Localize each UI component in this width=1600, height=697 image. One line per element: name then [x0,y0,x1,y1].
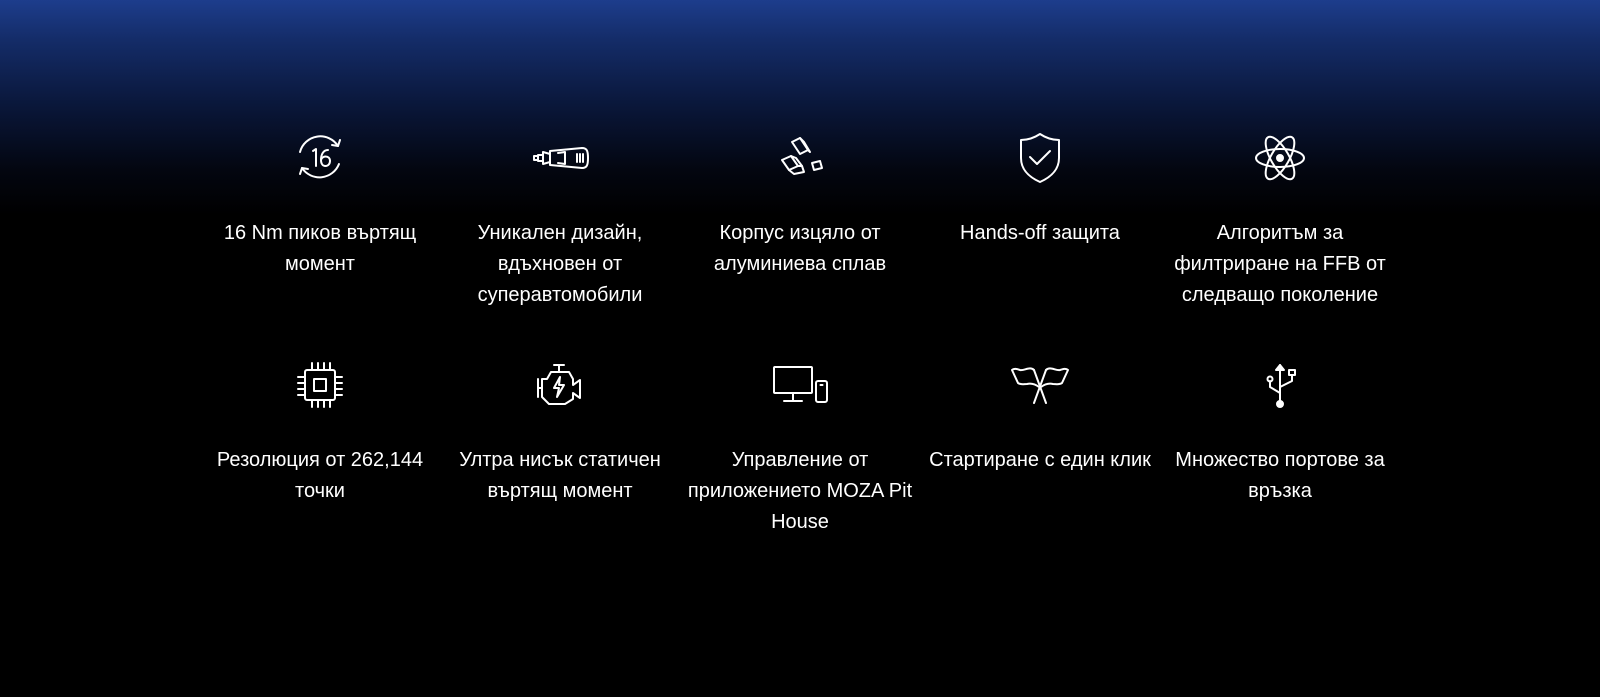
supercar-engine-icon [530,128,590,188]
shield-check-icon [1010,128,1070,188]
feature-ffb-algorithm [1160,128,1400,355]
feature-resolution [200,355,440,555]
feature-connection-ports [1160,355,1400,555]
feature-label: Уникален дизайн, вдъхновен от суперавтомобили [477,222,643,306]
feature-label: Алгоритъм за филтриране на FFB от следващо поколение [1174,222,1386,306]
feature-label: Стартиране с един клик [929,449,1151,471]
feature-pit-house-app [680,355,920,555]
aluminum-bars-icon [770,128,830,188]
desktop-phone-icon [770,355,830,415]
feature-label: Управление от приложението MOZA Pit House [687,449,913,533]
feature-label: Ултра нисък статичен въртящ момент [459,449,661,502]
usb-icon [1250,355,1310,415]
engine-bolt-icon [530,355,590,415]
atom-icon [1250,128,1310,188]
feature-label: Корпус изцяло от алуминиева сплав [713,222,887,275]
feature-label: 16 Nm пиков въртящ момент [223,222,417,275]
racing-flags-icon [1010,355,1070,415]
feature-one-click-start [920,355,1160,555]
chip-icon [290,355,350,415]
feature-label: Резолюция от 262,144 точки [216,449,424,502]
feature-label: Множество портове за връзка [1175,449,1385,502]
feature-aluminum-body [680,128,920,355]
feature-low-static-torque [440,355,680,555]
torque-16-icon [290,128,350,188]
feature-label: Hands-off защита [960,222,1120,244]
feature-peak-torque [200,128,440,355]
feature-hands-off-protection [920,128,1160,355]
feature-supercar-design [440,128,680,355]
features-grid [200,128,1400,555]
